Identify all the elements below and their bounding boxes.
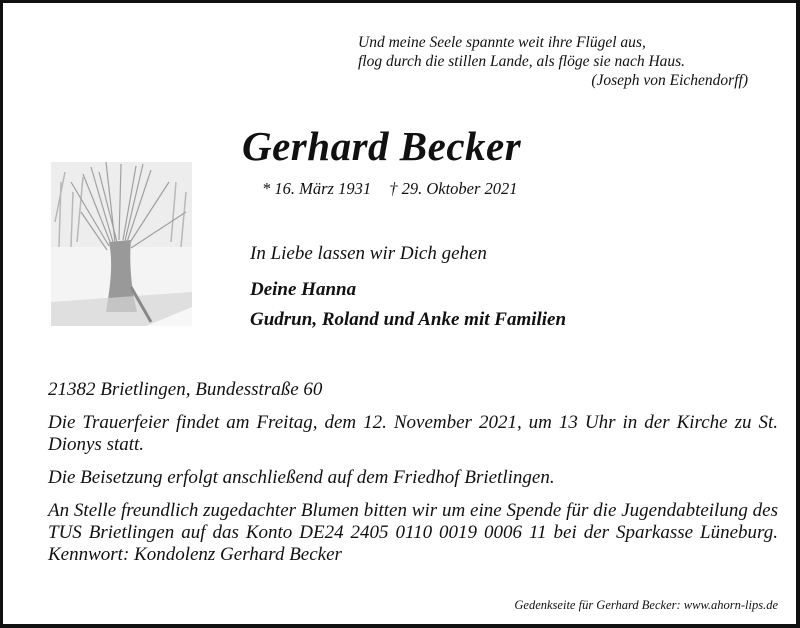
funeral-service-info: Die Trauerfeier findet am Freitag, dem 12. November 2021, um 13 Uhr in der Kirche zu St. Dionys statt. [48, 412, 778, 455]
memorial-page-link: Gedenkseite für Gerhard Becker: www.ahorn-lips.de [514, 598, 778, 612]
announcement-body [48, 379, 778, 577]
memorial-photo [51, 162, 192, 326]
willow-tree-image [51, 162, 192, 326]
quote-line: Und meine Seele spannte weit ihre Flügel aus, [358, 34, 646, 51]
burial-info: Die Beisetzung erfolgt anschließend auf dem Friedhof Brietlingen. [48, 467, 555, 488]
life-dates [262, 179, 532, 199]
mourner-signature: Gudrun, Roland und Anke mit Familien [250, 309, 567, 330]
mourner-signature: Deine Hanna [250, 279, 357, 300]
birth-date: * 16. März 1931 [262, 179, 372, 198]
family-section [250, 243, 566, 339]
deceased-name: Gerhard Becker [242, 123, 522, 169]
death-date: † 29. Oktober 2021 [389, 179, 518, 198]
address: 21382 Brietlingen, Bundesstraße 60 [48, 379, 323, 400]
donation-request: An Stelle freundlich zugedachter Blumen bitten wir um eine Spende für die Jugendabteilung des TUS Brietlingen auf das Konto DE24 2405 0110 0019 0006 11 bei der Sparkasse Lüneburg. Kennwort: Kondolenz Gerhard Becker [48, 500, 778, 565]
quote-line: flog durch die stillen Lande, als flöge sie nach Haus. [358, 53, 686, 70]
epigraph-quote [358, 33, 748, 90]
quote-author: (Joseph von Eichendorff) [591, 72, 748, 89]
farewell-text: In Liebe lassen wir Dich gehen [250, 243, 487, 264]
